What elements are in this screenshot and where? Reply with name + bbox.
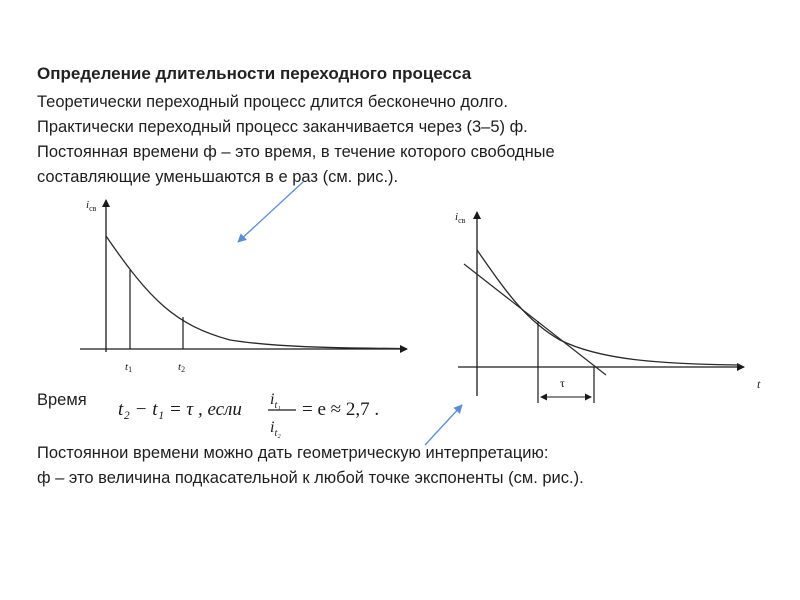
right-tangent-line xyxy=(464,264,606,375)
right-tau-label: τ xyxy=(560,376,565,390)
pointer-arrow-upper xyxy=(238,182,303,242)
conclusion-line: Постояннои времени можно дать геометрическую интерпретацию: xyxy=(37,444,549,462)
slide-title: Определение длительности переходного процесса xyxy=(37,64,472,83)
right-x-axis-label: t xyxy=(757,377,761,391)
intro-line: Практически переходный процесс заканчивается через (3–5) ф. xyxy=(37,118,528,136)
tau-formula xyxy=(118,391,379,439)
left-y-axis-label: $i_{св}$ xyxy=(86,199,97,213)
time-label: Время xyxy=(37,391,87,409)
left-exponential-curve xyxy=(106,236,400,349)
left-t1-label: t1 xyxy=(125,361,133,374)
right-y-axis-label: $i_{св}$ xyxy=(455,211,466,225)
left-decay-graph xyxy=(80,199,407,374)
formula-rhs: = e ≈ 2,7 . xyxy=(302,399,380,420)
conclusion-line: ф – это величина подкасательной к любой точке экспоненты (см. рис.). xyxy=(37,469,584,487)
formula-denominator: $i_{t_2}$ xyxy=(270,419,281,439)
right-tangent-graph xyxy=(455,211,761,403)
formula-lhs: t₂ − t₁ = τ , если xyxy=(118,399,242,420)
intro-line: Теоретически переходный процесс длится бесконечно долго. xyxy=(37,93,508,111)
formula-numerator: $i_{t_1}$ xyxy=(270,391,281,411)
pointer-arrow-lower xyxy=(425,405,462,445)
intro-line: Постоянная времени ф – это время, в течение которого свободные xyxy=(37,143,555,161)
intro-line: составляющие уменьшаются в е раз (см. рис.). xyxy=(37,168,399,186)
right-exponential-curve xyxy=(477,250,740,365)
left-t2-label: t2 xyxy=(178,361,186,374)
